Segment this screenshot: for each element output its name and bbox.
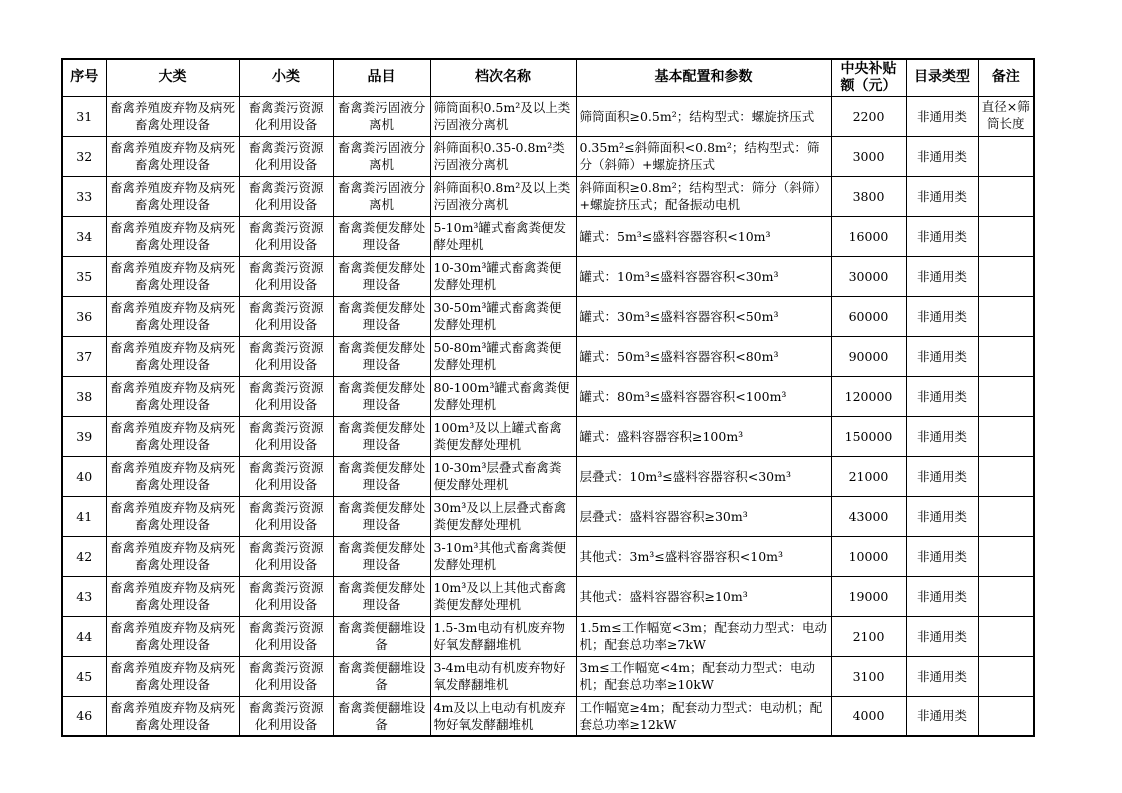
header-config: 基本配置和参数	[576, 59, 831, 96]
table-row	[62, 696, 1034, 736]
table-row	[62, 136, 1034, 176]
type-cell: 非通用类	[906, 336, 978, 376]
row-number: 45	[62, 656, 106, 696]
item-cell: 畜禽粪便翻堆设备	[333, 616, 430, 656]
type-cell: 非通用类	[906, 456, 978, 496]
grade-cell: 30-50m³罐式畜禽粪便发酵处理机	[430, 296, 576, 336]
category-cell: 畜禽养殖废弃物及病死畜禽处理设备	[106, 216, 239, 256]
item-cell: 畜禽粪污固液分离机	[333, 176, 430, 216]
subsidy-cell: 3800	[831, 176, 906, 216]
type-cell: 非通用类	[906, 616, 978, 656]
subsidy-cell: 90000	[831, 336, 906, 376]
config-cell: 3m≤工作幅宽<4m；配套动力型式：电动机；配套总功率≥10kW	[576, 656, 831, 696]
grade-cell: 10m³及以上其他式畜禽粪便发酵处理机	[430, 576, 576, 616]
subcategory-cell: 畜禽粪污资源化利用设备	[239, 216, 333, 256]
category-cell: 畜禽养殖废弃物及病死畜禽处理设备	[106, 536, 239, 576]
header-grade: 档次名称	[430, 59, 576, 96]
subcategory-cell: 畜禽粪污资源化利用设备	[239, 576, 333, 616]
item-cell: 畜禽粪便翻堆设备	[333, 656, 430, 696]
category-cell: 畜禽养殖废弃物及病死畜禽处理设备	[106, 336, 239, 376]
table-row	[62, 216, 1034, 256]
subsidy-cell: 3100	[831, 656, 906, 696]
row-number: 33	[62, 176, 106, 216]
config-cell: 罐式：80m³≤盛料容器容积<100m³	[576, 376, 831, 416]
category-cell: 畜禽养殖废弃物及病死畜禽处理设备	[106, 616, 239, 656]
subcategory-cell: 畜禽粪污资源化利用设备	[239, 296, 333, 336]
category-cell: 畜禽养殖废弃物及病死畜禽处理设备	[106, 576, 239, 616]
subcategory-cell: 畜禽粪污资源化利用设备	[239, 536, 333, 576]
row-number: 40	[62, 456, 106, 496]
item-cell: 畜禽粪便发酵处理设备	[333, 416, 430, 456]
note-cell	[978, 576, 1034, 616]
type-cell: 非通用类	[906, 696, 978, 736]
category-cell: 畜禽养殖废弃物及病死畜禽处理设备	[106, 376, 239, 416]
header-category: 大类	[106, 59, 239, 96]
table-header-row	[62, 59, 1034, 96]
category-cell: 畜禽养殖废弃物及病死畜禽处理设备	[106, 296, 239, 336]
table-body	[62, 96, 1034, 736]
note-cell	[978, 496, 1034, 536]
note-cell	[978, 256, 1034, 296]
subcategory-cell: 畜禽粪污资源化利用设备	[239, 656, 333, 696]
item-cell: 畜禽粪便发酵处理设备	[333, 496, 430, 536]
subcategory-cell: 畜禽粪污资源化利用设备	[239, 256, 333, 296]
item-cell: 畜禽粪便发酵处理设备	[333, 376, 430, 416]
table-row	[62, 616, 1034, 656]
grade-cell: 100m³及以上罐式畜禽粪便发酵处理机	[430, 416, 576, 456]
type-cell: 非通用类	[906, 136, 978, 176]
table-row	[62, 296, 1034, 336]
type-cell: 非通用类	[906, 656, 978, 696]
note-cell	[978, 136, 1034, 176]
config-cell: 其他式：3m³≤盛料容器容积<10m³	[576, 536, 831, 576]
subcategory-cell: 畜禽粪污资源化利用设备	[239, 456, 333, 496]
type-cell: 非通用类	[906, 576, 978, 616]
item-cell: 畜禽粪污固液分离机	[333, 96, 430, 136]
note-cell	[978, 656, 1034, 696]
item-cell: 畜禽粪便发酵处理设备	[333, 216, 430, 256]
subsidy-cell: 30000	[831, 256, 906, 296]
note-cell	[978, 176, 1034, 216]
subcategory-cell: 畜禽粪污资源化利用设备	[239, 136, 333, 176]
subcategory-cell: 畜禽粪污资源化利用设备	[239, 96, 333, 136]
row-number: 43	[62, 576, 106, 616]
grade-cell: 3-10m³其他式畜禽粪便发酵处理机	[430, 536, 576, 576]
row-number: 37	[62, 336, 106, 376]
subsidy-cell: 4000	[831, 696, 906, 736]
grade-cell: 10-30m³层叠式畜禽粪便发酵处理机	[430, 456, 576, 496]
item-cell: 畜禽粪便发酵处理设备	[333, 456, 430, 496]
subsidy-cell: 19000	[831, 576, 906, 616]
config-cell: 层叠式：10m³≤盛料容器容积<30m³	[576, 456, 831, 496]
header-item: 品目	[333, 59, 430, 96]
subsidy-cell: 3000	[831, 136, 906, 176]
table-row	[62, 496, 1034, 536]
note-cell: 直径×筛筒长度	[978, 96, 1034, 136]
config-cell: 其他式：盛料容器容积≥10m³	[576, 576, 831, 616]
subsidy-cell: 150000	[831, 416, 906, 456]
subsidy-cell: 21000	[831, 456, 906, 496]
subcategory-cell: 畜禽粪污资源化利用设备	[239, 496, 333, 536]
header-subsidy: 中央补贴额（元）	[831, 59, 906, 96]
table-row	[62, 96, 1034, 136]
note-cell	[978, 336, 1034, 376]
item-cell: 畜禽粪便翻堆设备	[333, 696, 430, 736]
grade-cell: 80-100m³罐式畜禽粪便发酵处理机	[430, 376, 576, 416]
grade-cell: 5-10m³罐式畜禽粪便发酵处理机	[430, 216, 576, 256]
row-number: 31	[62, 96, 106, 136]
note-cell	[978, 536, 1034, 576]
subsidy-cell: 2200	[831, 96, 906, 136]
type-cell: 非通用类	[906, 96, 978, 136]
note-cell	[978, 376, 1034, 416]
type-cell: 非通用类	[906, 496, 978, 536]
header-type: 目录类型	[906, 59, 978, 96]
item-cell: 畜禽粪便发酵处理设备	[333, 296, 430, 336]
row-number: 34	[62, 216, 106, 256]
note-cell	[978, 616, 1034, 656]
type-cell: 非通用类	[906, 416, 978, 456]
grade-cell: 30m³及以上层叠式畜禽粪便发酵处理机	[430, 496, 576, 536]
table-row	[62, 576, 1034, 616]
note-cell	[978, 216, 1034, 256]
row-number: 39	[62, 416, 106, 456]
row-number: 35	[62, 256, 106, 296]
subsidy-table	[61, 58, 1035, 737]
config-cell: 筛筒面积≥0.5m²；结构型式：螺旋挤压式	[576, 96, 831, 136]
note-cell	[978, 456, 1034, 496]
type-cell: 非通用类	[906, 376, 978, 416]
category-cell: 畜禽养殖废弃物及病死畜禽处理设备	[106, 136, 239, 176]
category-cell: 畜禽养殖废弃物及病死畜禽处理设备	[106, 416, 239, 456]
grade-cell: 1.5-3m电动有机废弃物好氧发酵翻堆机	[430, 616, 576, 656]
subsidy-cell: 10000	[831, 536, 906, 576]
row-number: 42	[62, 536, 106, 576]
table-row	[62, 336, 1034, 376]
header-subcategory: 小类	[239, 59, 333, 96]
grade-cell: 3-4m电动有机废弃物好氧发酵翻堆机	[430, 656, 576, 696]
grade-cell: 10-30m³罐式畜禽粪便发酵处理机	[430, 256, 576, 296]
subcategory-cell: 畜禽粪污资源化利用设备	[239, 376, 333, 416]
table-row	[62, 536, 1034, 576]
config-cell: 罐式：30m³≤盛料容器容积<50m³	[576, 296, 831, 336]
header-no: 序号	[62, 59, 106, 96]
subcategory-cell: 畜禽粪污资源化利用设备	[239, 416, 333, 456]
config-cell: 罐式：盛料容器容积≥100m³	[576, 416, 831, 456]
subsidy-cell: 60000	[831, 296, 906, 336]
item-cell: 畜禽粪污固液分离机	[333, 136, 430, 176]
category-cell: 畜禽养殖废弃物及病死畜禽处理设备	[106, 496, 239, 536]
config-cell: 工作幅宽≥4m；配套动力型式：电动机；配套总功率≥12kW	[576, 696, 831, 736]
row-number: 36	[62, 296, 106, 336]
item-cell: 畜禽粪便发酵处理设备	[333, 256, 430, 296]
note-cell	[978, 416, 1034, 456]
subsidy-cell: 43000	[831, 496, 906, 536]
grade-cell: 斜筛面积0.8m²及以上类污固液分离机	[430, 176, 576, 216]
note-cell	[978, 296, 1034, 336]
row-number: 38	[62, 376, 106, 416]
item-cell: 畜禽粪便发酵处理设备	[333, 336, 430, 376]
table-row	[62, 376, 1034, 416]
config-cell: 0.35m²≤斜筛面积<0.8m²；结构型式：筛分（斜筛）+螺旋挤压式	[576, 136, 831, 176]
table-row	[62, 656, 1034, 696]
grade-cell: 50-80m³罐式畜禽粪便发酵处理机	[430, 336, 576, 376]
category-cell: 畜禽养殖废弃物及病死畜禽处理设备	[106, 176, 239, 216]
subsidy-cell: 2100	[831, 616, 906, 656]
subcategory-cell: 畜禽粪污资源化利用设备	[239, 336, 333, 376]
config-cell: 斜筛面积≥0.8m²；结构型式：筛分（斜筛）+螺旋挤压式；配备振动电机	[576, 176, 831, 216]
category-cell: 畜禽养殖废弃物及病死畜禽处理设备	[106, 696, 239, 736]
subcategory-cell: 畜禽粪污资源化利用设备	[239, 696, 333, 736]
config-cell: 层叠式：盛料容器容积≥30m³	[576, 496, 831, 536]
grade-cell: 筛筒面积0.5m²及以上类污固液分离机	[430, 96, 576, 136]
grade-cell: 4m及以上电动有机废弃物好氧发酵翻堆机	[430, 696, 576, 736]
config-cell: 罐式：5m³≤盛料容器容积<10m³	[576, 216, 831, 256]
subcategory-cell: 畜禽粪污资源化利用设备	[239, 616, 333, 656]
type-cell: 非通用类	[906, 256, 978, 296]
note-cell	[978, 696, 1034, 736]
category-cell: 畜禽养殖废弃物及病死畜禽处理设备	[106, 256, 239, 296]
grade-cell: 斜筛面积0.35-0.8m²类污固液分离机	[430, 136, 576, 176]
type-cell: 非通用类	[906, 216, 978, 256]
item-cell: 畜禽粪便发酵处理设备	[333, 536, 430, 576]
category-cell: 畜禽养殖废弃物及病死畜禽处理设备	[106, 656, 239, 696]
config-cell: 罐式：10m³≤盛料容器容积<30m³	[576, 256, 831, 296]
config-cell: 1.5m≤工作幅宽<3m；配套动力型式：电动机；配套总功率≥7kW	[576, 616, 831, 656]
row-number: 41	[62, 496, 106, 536]
subsidy-cell: 16000	[831, 216, 906, 256]
type-cell: 非通用类	[906, 176, 978, 216]
category-cell: 畜禽养殖废弃物及病死畜禽处理设备	[106, 96, 239, 136]
type-cell: 非通用类	[906, 296, 978, 336]
subcategory-cell: 畜禽粪污资源化利用设备	[239, 176, 333, 216]
table-row	[62, 416, 1034, 456]
config-cell: 罐式：50m³≤盛料容器容积<80m³	[576, 336, 831, 376]
header-note: 备注	[978, 59, 1034, 96]
type-cell: 非通用类	[906, 536, 978, 576]
subsidy-cell: 120000	[831, 376, 906, 416]
item-cell: 畜禽粪便发酵处理设备	[333, 576, 430, 616]
row-number: 32	[62, 136, 106, 176]
table-row	[62, 176, 1034, 216]
table-row	[62, 256, 1034, 296]
category-cell: 畜禽养殖废弃物及病死畜禽处理设备	[106, 456, 239, 496]
table-row	[62, 456, 1034, 496]
row-number: 44	[62, 616, 106, 656]
row-number: 46	[62, 696, 106, 736]
